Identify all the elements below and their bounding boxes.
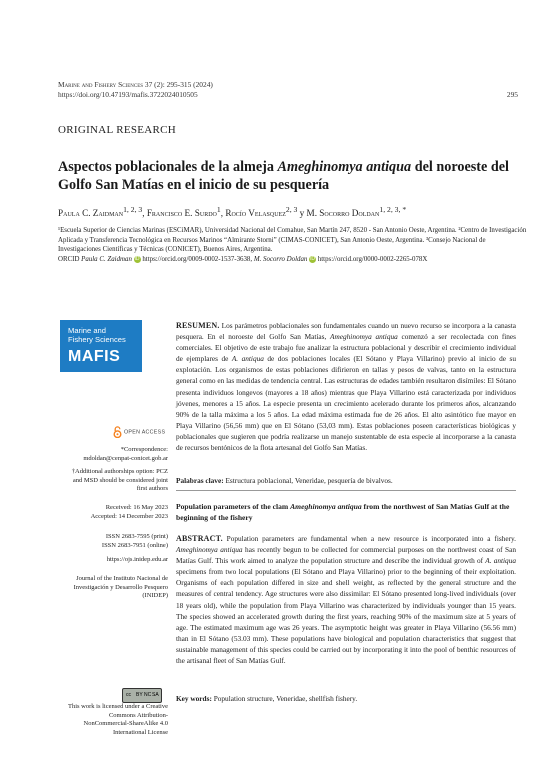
- running-header: [58, 80, 518, 100]
- correspondence-label: *Correspondence:: [120, 446, 168, 453]
- logo-brand: MAFIS: [68, 348, 121, 365]
- palabras-clave: [176, 476, 516, 485]
- open-access-badge: [113, 426, 165, 438]
- keywords-text: Population structure, Veneridae, shellfish fishery.: [211, 694, 358, 703]
- resumen-text-1: Los parámetros poblacionales son fundamentales cuando un nuevo recurso se incorpora a la canasta pesquera. En el noroeste del Golfo San Matías,: [176, 321, 516, 342]
- author-list: Paula C. Zaidman$^{1, 2, 3}$, Francisco E. Surdo$^1$, Rocío Velasquez$^{2, 3}$ y M. Socorro Doldan$^{1, 2, 3, *}$: [58, 205, 407, 219]
- affiliations: [58, 226, 528, 264]
- en-title-part1: Population parameters of the clam: [176, 502, 291, 511]
- open-access-label: OPEN ACCESS: [124, 429, 166, 436]
- resumen-text-3: de dos poblaciones locales (El Sótano y Playa Villarino) previo al inicio de su explotación. Los organismos de estas poblaciones difirieron en tallas y pesos de valvas, tanto en la estructura general como en las medidas de tendencia central. Las estructuras de edades también resultaron disímiles: El Sótano presenta individuos longevos (mayores a 18 años) mientras que Playa Villarino está caracterizada por individuos jóvenes, menores a 15 años. La especie presenta un crecimiento acelerado durante los primeros años, alcanzando 90% de la talla máxima a los 5 años. La edad máxima estimada fue de 26 años. El alto asintótico fue mayor en Playa Villarino (56,56 mm) que en El Sótano (53,03 mm). Estas poblaciones poseen características biológicas y poblacionales que sugieren que podría realizarse un manejo sustentable de esta especie al incorporarse a la canasta de recursos bentónicos de la flota artesanal del Golfo San Matías.: [176, 354, 517, 453]
- abstract-label: ABSTRACT.: [176, 534, 223, 543]
- palabras-label: Palabras clave:: [176, 476, 224, 485]
- resumen-species-2: A. antiqua: [231, 354, 264, 364]
- publisher-line-1: Journal of the Instituto Nacional de: [76, 575, 168, 582]
- orcid-name-1: Paula C. Zaidman: [81, 255, 132, 263]
- resumen-species-1: Ameghinomya antiqua: [330, 332, 398, 342]
- doi-link[interactable]: https://doi.org/10.47193/mafis.3722024010505: [58, 90, 198, 99]
- cc-badge-cc: cc: [126, 692, 131, 698]
- page-number: 295: [506, 90, 518, 99]
- author-3-affil: 2, 3: [285, 205, 298, 214]
- palabras-text: Estructura poblacional, Veneridae, pesquería de bivalvos.: [223, 476, 393, 485]
- license-line-3: NonCommercial-ShareAlike 4.0: [83, 720, 168, 728]
- correspondence: [48, 446, 168, 463]
- open-access-lock-icon: [113, 426, 122, 438]
- abstract-text-1: Population parameters are fundamental when a new resource is incorporated into a fishery.: [222, 534, 516, 543]
- cc-badge-sa: SA: [152, 692, 159, 698]
- orcid-icon: iD: [134, 255, 140, 262]
- keywords: [176, 694, 516, 703]
- orcid-url-1[interactable]: https://orcid.org/0009-0002-1537-3638,: [140, 255, 254, 263]
- author-1-affil: 1, 2, 3: [123, 205, 143, 214]
- abstract-species-2: A. antiqua: [485, 556, 517, 566]
- issn: [48, 533, 168, 550]
- abstract-text-3: specimens from two local populations (El Sótano and Playa Villarino) prior to the beginning of their exploitation. Organisms of each population differed in size and shell weight, as reflected by the general structure and the measures of central tendency. Age structures were also dissimilar: El Sótano presented long-lived individuals (over 18 years old), while the population from Playa Villarino was characterized by individuals younger than 15 years. The species showed an accelerated growth during the first years, reaching 90% of the maximum size at 5 years of age. The estimated maximum age was 26 years. The asymptotic height was greater in Playa Villarino (56.56 mm) than in El Sótano (53.03 mm). These populations have biological and population characteristics that suggest that sustainable management of this species could be carried out by incorporating it into the pool of benthic resources of the artisanal fleet of San Matías Gulf.: [176, 567, 516, 666]
- author-separator: y: [297, 208, 307, 219]
- authorship-line-3: first authors: [136, 485, 168, 493]
- affiliation-text: ¹Escuela Superior de Ciencias Marinas (ESCiMAR), Universidad Nacional del Comahue, San Martín 247, 8520 - San Antonio Oeste, Argentina. ²Centro de Investigación Aplicada y Transferencia Tecnológica en Recursos Marinos “Almirante Storni” (CIMAS-CONICET), San Antonio Oeste, Argentina. ³Consejo Nacional de Investigaciones Científicas y Técnicas (CONICET), Buenos Aires, Argentina.: [58, 227, 527, 254]
- orcid-url-2[interactable]: https://orcid.org/0000-0002-2265-078X: [316, 255, 428, 263]
- issn-online: ISSN 2683-7951 (online): [101, 541, 168, 549]
- authorship-note: [48, 468, 168, 494]
- license-line-1: This work is licensed under a Creative: [68, 703, 168, 710]
- authorship-line-2: and MSD should be considered joint: [72, 476, 168, 484]
- english-title: [176, 502, 516, 523]
- cc-badge-by: BY: [136, 692, 143, 698]
- resumen-text-2: comenzó a ser recolectada con fines comerciales. El objetivo de este trabajo fue analizar la estructura poblacional y describir el crecimiento individual de ejemplares de: [176, 332, 517, 364]
- article-title: [58, 158, 528, 194]
- resumen-block: [176, 320, 516, 453]
- en-title-species: Ameghinomya antiqua: [290, 502, 362, 511]
- author-4: M. Socorro Doldan: [306, 208, 380, 219]
- accepted-date: Accepted: 14 December 2023: [90, 512, 168, 520]
- mafis-logo: [60, 320, 142, 372]
- section-label: ORIGINAL RESEARCH: [58, 124, 177, 136]
- abstract-text-2: has recently begun to be collected for commercial purposes on the northwest coast of San Matías Gulf. This work aimed to analyze the population structure and describe the individual growth of: [176, 545, 516, 566]
- abstract-block: [176, 533, 516, 666]
- orcid-icon: iD: [310, 255, 315, 262]
- author-2-affil: 1: [216, 205, 221, 214]
- logo-line-2: Fishery Sciences: [68, 335, 126, 344]
- title-part2: del noroeste del Golfo San Matías en el inicio de su pesquería: [58, 159, 509, 193]
- divider: [176, 490, 516, 491]
- title-species: Ameghinomya antiqua: [277, 159, 412, 175]
- keywords-label: Key words:: [176, 694, 212, 703]
- issn-print: ISSN 2683-7595 (print): [105, 533, 168, 540]
- author-1: Paula C. Zaidman: [58, 208, 124, 219]
- journal-url[interactable]: https://ojs.inidep.edu.ar: [106, 556, 168, 563]
- license-text: [48, 703, 168, 737]
- logo-line-1: Marine and: [68, 326, 106, 335]
- orcid-prefix: ORCID: [58, 255, 82, 263]
- resumen-label: RESUMEN.: [176, 321, 220, 330]
- license-line-2: Commons Attribution-: [108, 711, 168, 719]
- dates: [48, 504, 168, 521]
- abstract-species-1: Ameghinomya antiqua: [176, 545, 243, 555]
- author-4-affil: 1, 2, 3, *: [379, 205, 407, 214]
- correspondence-email[interactable]: mdoldan@cenpat-conicet.gob.ar: [83, 454, 168, 462]
- en-title-part2: from the northwest of San Matías Gulf at the beginning of the fishery: [176, 502, 510, 522]
- cc-badge-nc: NC: [144, 692, 152, 698]
- publisher-line-3: (INIDEP): [142, 592, 168, 600]
- title-part1: Aspectos poblacionales de la almeja: [58, 159, 278, 175]
- journal-publisher: [48, 575, 168, 601]
- journal-citation: Marine and Fishery Sciences 37 (2): 295-315 (2024): [58, 80, 213, 89]
- authorship-line-1: †Additional authorships option: PCZ: [71, 468, 168, 475]
- license-line-4: International License: [112, 728, 168, 736]
- logo-subtitle: [68, 326, 126, 344]
- cc-license-badge[interactable]: [122, 688, 162, 703]
- author-3: Rocío Velasquez: [225, 208, 286, 219]
- publisher-line-2: Investigación y Desarrollo Pesquero: [73, 583, 168, 591]
- received-date: Received: 16 May 2023: [105, 504, 168, 511]
- author-2: Francisco E. Surdo: [146, 208, 217, 219]
- orcid-name-2: M. Socorro Doldan: [253, 255, 308, 263]
